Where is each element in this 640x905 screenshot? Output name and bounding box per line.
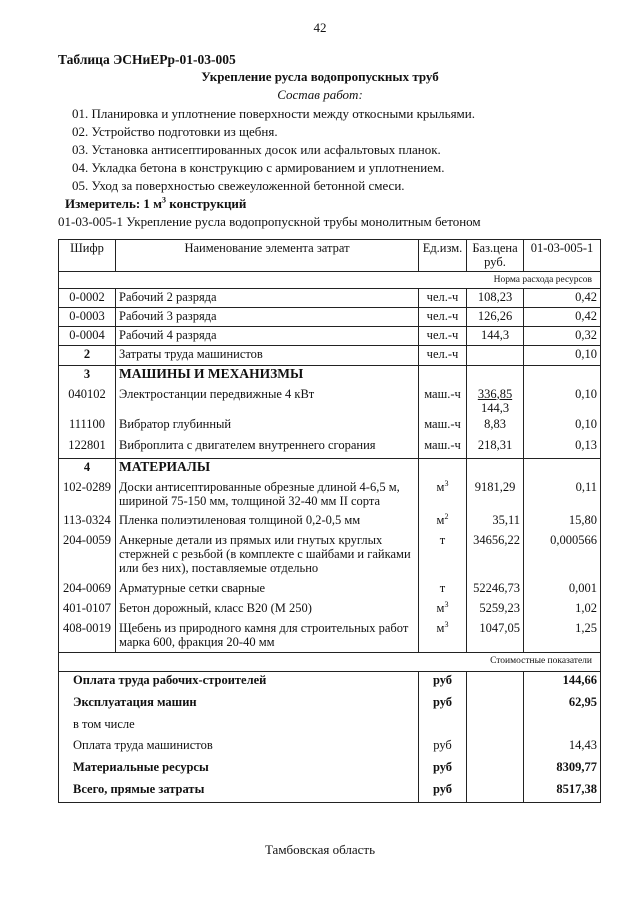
norm-caption: Норма расхода ресурсов <box>59 272 601 289</box>
cell-norm: 1,25 <box>524 620 601 653</box>
section-title: МАТЕРИАЛЫ <box>116 459 419 479</box>
cell-code: 2 <box>59 346 116 366</box>
header-unit: Ед.изм. <box>419 240 467 272</box>
region-footer: Тамбовская область <box>264 842 376 857</box>
cost-value: 8517,38 <box>524 781 601 803</box>
cell-price: 108,23 <box>467 289 524 308</box>
cell-price: 218,31 <box>467 437 524 459</box>
work-item: 01. Планировка и уплотнение поверхности между откосными крыльями. <box>72 106 475 121</box>
cell-name: Затраты труда машинистов <box>116 346 419 366</box>
header-price: Баз.цена руб. <box>467 240 524 272</box>
cell-name: Доски антисептированные обрезные длиной 4-6,5 м, шириной 75-150 мм, толщиной 32-40 мм II сорта <box>116 479 419 512</box>
cell-name: Щебень из природного камня для строительных работ марка 600, фракция 20-40 мм <box>116 620 419 653</box>
table-row <box>59 386 601 416</box>
cell-code: 408-0019 <box>59 620 116 653</box>
cell-name: Рабочий 2 разряда <box>116 289 419 308</box>
cost-value <box>524 716 601 737</box>
cell-code: 0-0003 <box>59 308 116 327</box>
cost-caption: Стоимостные показатели <box>59 653 601 672</box>
page-number: 42 <box>313 20 327 35</box>
cell-name: Электростанции передвижные 4 кВт <box>116 386 419 416</box>
table-title: Таблица ЭСНиЕРр-01-03-005 <box>58 52 236 67</box>
cell-price: 126,26 <box>467 308 524 327</box>
cell-code: 0-0004 <box>59 327 116 346</box>
cell-price: 35,11 <box>467 512 524 532</box>
cell-name: Арматурные сетки сварные <box>116 580 419 600</box>
cell-unit: $м^3$ <box>419 600 467 620</box>
cost-unit: руб <box>419 672 467 694</box>
cell-code: 401-0107 <box>59 600 116 620</box>
cell-code: 204-0059 <box>59 532 116 580</box>
rate-code-line: 01-03-005-1 Укрепление русла водопропускной трубы монолитным бетоном <box>58 214 481 229</box>
work-item: 03. Установка антисептированных досок или асфальтовых планок. <box>72 142 441 157</box>
cell-price: 5259,23 <box>467 600 524 620</box>
cell-unit: маш.-ч <box>419 386 467 416</box>
cell-price: 8,83 <box>467 416 524 437</box>
table-row <box>59 289 601 308</box>
table-row <box>59 437 601 459</box>
table-row <box>59 620 601 653</box>
section-row <box>59 366 601 386</box>
table-subtitle: Укрепление русла водопропускных труб <box>201 69 439 84</box>
cell-price: 1047,05 <box>467 620 524 653</box>
cell-unit: маш.-ч <box>419 437 467 459</box>
cost-value: 8309,77 <box>524 759 601 781</box>
cell-unit: чел.-ч <box>419 308 467 327</box>
cell-price: 144,3 <box>467 327 524 346</box>
table-row <box>59 532 601 580</box>
cell-norm: 15,80 <box>524 512 601 532</box>
cell-name: Анкерные детали из прямых или гнутых круглых стержней с резьбой (в комплекте с шайбами и гайками или без них), поставляемые отдельно <box>116 532 419 580</box>
work-item: 04. Укладка бетона в конструкцию с армированием и уплотнением. <box>72 160 445 175</box>
cell-price <box>467 346 524 366</box>
table-row <box>59 512 601 532</box>
table-row <box>59 580 601 600</box>
cell-unit: $м^2$ <box>419 512 467 532</box>
cell-norm: 0,10 <box>524 386 601 416</box>
cell-norm: 0,001 <box>524 580 601 600</box>
cell-norm: 0,32 <box>524 327 601 346</box>
cell-price: 52246,73 <box>467 580 524 600</box>
work-item: 05. Уход за поверхностью свежеуложенной бетонной смеси. <box>72 178 405 193</box>
cell-unit: $м^3$ <box>419 620 467 653</box>
cost-row <box>59 672 601 694</box>
cost-unit: руб <box>419 781 467 803</box>
resource-table <box>58 239 601 803</box>
cell-unit: т <box>419 580 467 600</box>
cost-value: 14,43 <box>524 737 601 759</box>
cell-name: Вибратор глубинный <box>116 416 419 437</box>
cost-value: 144,66 <box>524 672 601 694</box>
cost-unit: руб <box>419 759 467 781</box>
cell-name: Пленка полиэтиленовая толщиной 0,2-0,5 мм <box>116 512 419 532</box>
header-norm: 01-03-005-1 <box>524 240 601 272</box>
cell-name: Рабочий 3 разряда <box>116 308 419 327</box>
cell-norm: 0,11 <box>524 479 601 512</box>
cost-row <box>59 716 601 737</box>
table-row <box>59 327 601 346</box>
table-row <box>59 416 601 437</box>
cell-code: 111100 <box>59 416 116 437</box>
cell-norm: 0,10 <box>524 416 601 437</box>
cost-name: Эксплуатация машин <box>59 694 419 716</box>
cell-code: 040102 <box>59 386 116 416</box>
cost-name: Материальные ресурсы <box>59 759 419 781</box>
cell-unit: чел.-ч <box>419 289 467 308</box>
header-name: Наименование элемента затрат <box>116 240 419 272</box>
table-row <box>59 600 601 620</box>
work-item: 02. Устройство подготовки из щебня. <box>72 124 278 139</box>
table-row <box>59 308 601 327</box>
cost-row <box>59 737 601 759</box>
cell-norm: 1,02 <box>524 600 601 620</box>
measure-unit: Измеритель: 1 $м^3$ конструкций <box>65 195 247 211</box>
section-number: 3 <box>59 366 116 386</box>
composition-label: Состав работ: <box>277 87 363 102</box>
cell-unit: чел.-ч <box>419 327 467 346</box>
table-row <box>59 346 601 366</box>
cell-price: 9181,29 <box>467 479 524 512</box>
cost-row <box>59 759 601 781</box>
section-number: 4 <box>59 459 116 479</box>
cell-norm: 0,42 <box>524 308 601 327</box>
cell-name: Бетон дорожный, класс В20 (М 250) <box>116 600 419 620</box>
cell-unit: маш.-ч <box>419 416 467 437</box>
cell-unit: т <box>419 532 467 580</box>
cost-unit <box>419 716 467 737</box>
cost-value: 62,95 <box>524 694 601 716</box>
cost-row <box>59 781 601 803</box>
cell-unit: $м^3$ <box>419 479 467 512</box>
cell-code: 0-0002 <box>59 289 116 308</box>
cell-price: 34656,22 <box>467 532 524 580</box>
cell-code: 102-0289 <box>59 479 116 512</box>
cell-norm: 0,13 <box>524 437 601 459</box>
cell-name: Виброплита с двигателем внутреннего сгорания <box>116 437 419 459</box>
cell-code: 204-0069 <box>59 580 116 600</box>
cell-code: 122801 <box>59 437 116 459</box>
cell-code: 113-0324 <box>59 512 116 532</box>
cost-unit: руб <box>419 737 467 759</box>
cost-name: Оплата труда машинистов <box>59 737 419 759</box>
cost-row <box>59 694 601 716</box>
cost-name: в том числе <box>59 716 419 737</box>
section-row <box>59 459 601 479</box>
cell-norm: 0,000566 <box>524 532 601 580</box>
cell-norm: 0,10 <box>524 346 601 366</box>
table-header-row <box>59 240 601 272</box>
cost-name: Всего, прямые затраты <box>59 781 419 803</box>
section-title: МАШИНЫ И МЕХАНИЗМЫ <box>116 366 419 386</box>
table-row <box>59 479 601 512</box>
cell-price: 336,85 144,3 <box>467 386 524 416</box>
header-code: Шифр <box>59 240 116 272</box>
cost-unit: руб <box>419 694 467 716</box>
cell-name: Рабочий 4 разряда <box>116 327 419 346</box>
cell-norm: 0,42 <box>524 289 601 308</box>
cell-unit: чел.-ч <box>419 346 467 366</box>
cost-name: Оплата труда рабочих-строителей <box>59 672 419 694</box>
